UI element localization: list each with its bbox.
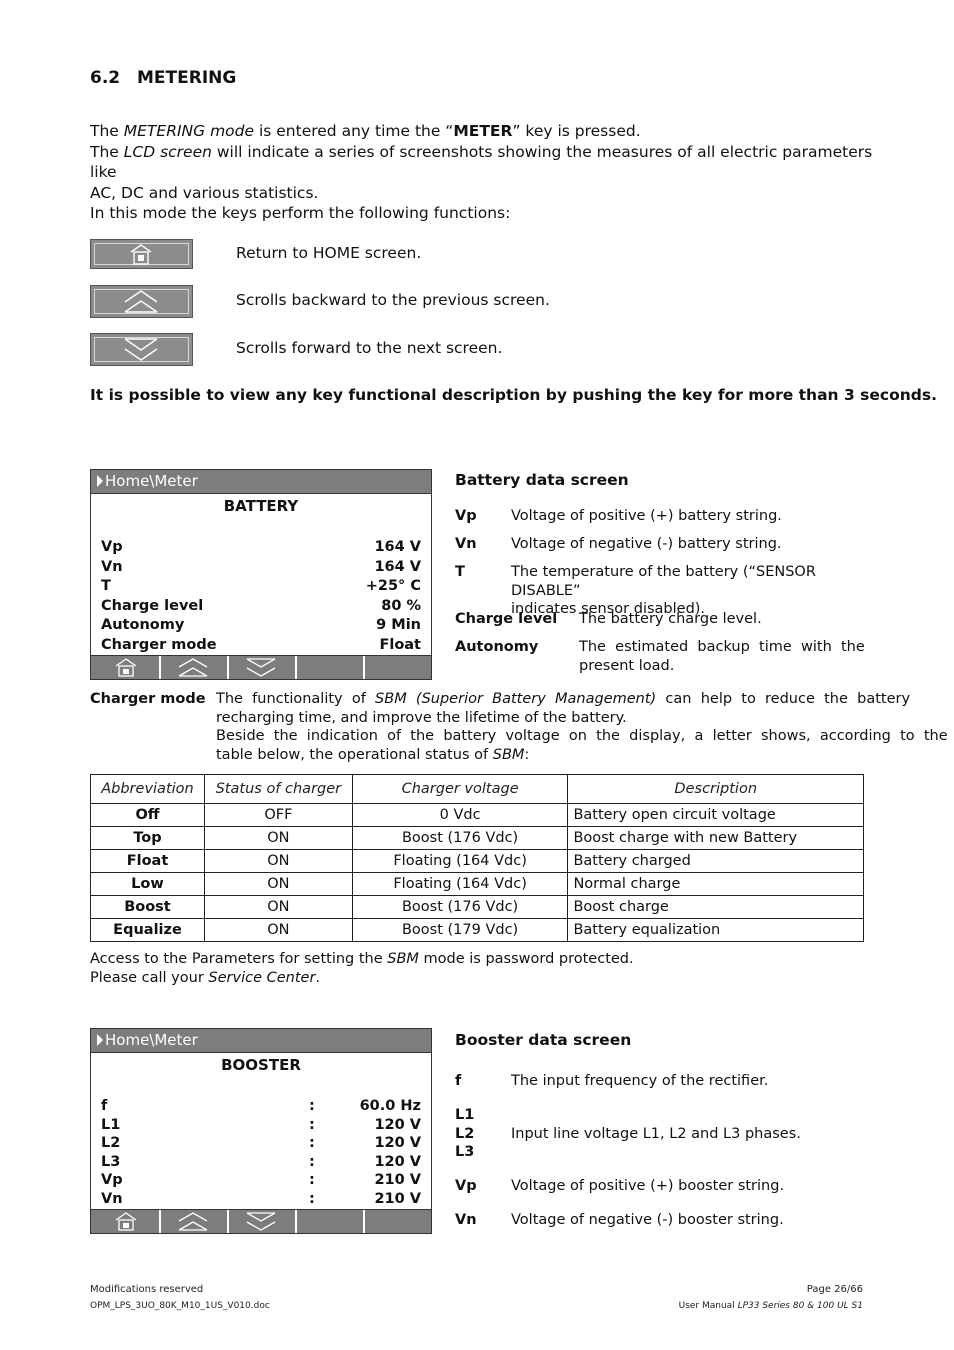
term-desc: The input frequency of the rectifier. xyxy=(511,1073,769,1089)
lcd-row xyxy=(101,1153,421,1172)
column-header: Abbreviation xyxy=(91,775,205,804)
table-row xyxy=(91,804,864,827)
lcd-value: 164 V xyxy=(374,558,421,575)
footer-left-2: OPM_LPS_3UO_80K_M10_1US_V010.doc xyxy=(90,1301,270,1311)
table-cell: ON xyxy=(204,850,352,873)
table-header-row xyxy=(91,775,864,804)
lcd-rows xyxy=(101,538,421,656)
arrow-right-icon xyxy=(97,1034,103,1046)
para-emph: SBM (Superior Battery Management) xyxy=(375,691,657,707)
table-cell: Off xyxy=(91,804,205,827)
term-line: L2 xyxy=(455,1125,475,1142)
para-text: can help to reduce the battery xyxy=(656,691,911,707)
lcd-row xyxy=(101,577,421,597)
table-cell: Boost (179 Vdc) xyxy=(352,919,568,942)
keys-intro: In this mode the keys perform the following functions: xyxy=(90,204,511,222)
term-desc: Voltage of negative (-) battery string. xyxy=(511,536,782,552)
table-cell: ON xyxy=(204,896,352,919)
scroll-down-key-icon xyxy=(90,333,193,366)
lcd-row xyxy=(101,1171,421,1190)
lcd-separator: : xyxy=(309,1135,315,1152)
lcd-breadcrumb: Home\Meter xyxy=(105,472,198,490)
table-cell: Boost xyxy=(91,896,205,919)
lcd-value: 120 V xyxy=(374,1135,421,1152)
lcd-value: 164 V xyxy=(374,539,421,555)
term xyxy=(455,1106,474,1162)
table-row xyxy=(91,850,864,873)
para-text: The functionality of xyxy=(216,691,376,707)
lcd-label: Autonomy xyxy=(101,617,185,634)
charger-mode-desc xyxy=(216,690,948,764)
para-emph: SBM xyxy=(387,951,419,967)
table-cell: Floating (164 Vdc) xyxy=(352,850,568,873)
intro-text: ” key is pressed. xyxy=(512,122,641,140)
term-desc: Voltage of positive (+) battery string. xyxy=(511,508,782,524)
lcd-row xyxy=(101,616,421,636)
scroll-up-icon xyxy=(177,1211,209,1232)
table-cell: Equalize xyxy=(91,919,205,942)
lcd-label: L1 xyxy=(101,1116,121,1133)
term: Vp xyxy=(455,508,477,524)
term: T xyxy=(455,564,465,580)
table-cell: Boost charge xyxy=(568,896,864,919)
term: Vn xyxy=(455,1212,477,1228)
sbm-status-table xyxy=(90,774,864,942)
term-desc: Voltage of positive (+) booster string. xyxy=(511,1178,785,1194)
table-cell: Boost (176 Vdc) xyxy=(352,896,568,919)
term-line: L1 xyxy=(455,1107,475,1123)
section-number: 6.2 xyxy=(90,68,121,88)
lcd-title: BATTERY xyxy=(223,497,299,515)
para-text: : xyxy=(524,746,530,763)
table-cell: OFF xyxy=(204,804,352,827)
intro-emph: LCD screen xyxy=(123,142,212,161)
term: Vp xyxy=(455,1178,477,1194)
lcd-title: BOOSTER xyxy=(221,1056,301,1074)
battery-desc-vn xyxy=(455,535,858,555)
home-icon xyxy=(111,657,141,678)
intro-key-name: METER xyxy=(453,122,513,140)
para-text: . xyxy=(315,969,321,986)
lcd-breadcrumb: Home\Meter xyxy=(105,1031,198,1049)
battery-lcd-screen xyxy=(90,469,432,680)
para-text: table below, the operational status of xyxy=(216,746,493,763)
term-desc xyxy=(579,638,865,675)
lcd-value: 210 V xyxy=(374,1190,421,1207)
para-emph: SBM xyxy=(492,746,525,763)
footer-left-1: Modifications reserved xyxy=(90,1284,204,1295)
lcd-header xyxy=(91,470,431,494)
lcd-value: 60.0 Hz xyxy=(359,1098,421,1114)
table-cell: ON xyxy=(204,873,352,896)
column-header: Status of charger xyxy=(204,775,352,804)
intro-text: The xyxy=(90,142,124,161)
term: Vn xyxy=(455,536,477,552)
lcd-value: 9 Min xyxy=(376,617,421,634)
lcd-key-bar xyxy=(91,655,431,679)
para-text: Please call your xyxy=(90,969,209,986)
para-text: mode is password protected. xyxy=(418,951,634,967)
scroll-up-key-desc: Scrolls backward to the previous screen. xyxy=(236,291,550,309)
lcd-value: 120 V xyxy=(374,1116,421,1133)
table-cell: Floating (164 Vdc) xyxy=(352,873,568,896)
lcd-row xyxy=(101,538,421,558)
lcd-value: 210 V xyxy=(374,1172,421,1189)
table-row xyxy=(91,827,864,850)
table-cell: ON xyxy=(204,827,352,850)
arrow-right-icon xyxy=(97,475,103,487)
scroll-down-icon xyxy=(245,1211,277,1232)
column-header: Description xyxy=(568,775,864,804)
lcd-label: Vp xyxy=(101,1172,123,1189)
booster-desc-vp xyxy=(455,1177,858,1197)
scroll-down-key-desc: Scrolls forward to the next screen. xyxy=(236,339,503,357)
booster-desc-lines xyxy=(455,1106,858,1162)
home-icon xyxy=(111,1211,141,1232)
table-cell: Boost (176 Vdc) xyxy=(352,827,568,850)
term-desc-line: indicates sensor disabled). xyxy=(511,601,706,617)
footer-page-number: Page 26/66 xyxy=(806,1284,863,1295)
lcd-value: 80 % xyxy=(381,597,421,614)
term-line: L3 xyxy=(455,1144,475,1160)
lcd-label: Vn xyxy=(101,1190,123,1207)
lcd-separator: : xyxy=(309,1172,315,1189)
table-cell: Battery equalization xyxy=(568,919,864,942)
scroll-down-icon xyxy=(245,657,277,678)
para-text: recharging time, and improve the lifetime of the battery. xyxy=(216,709,627,726)
table-cell: Boost charge with new Battery xyxy=(568,827,864,850)
scroll-up-key-icon xyxy=(90,285,193,318)
table-row xyxy=(91,919,864,942)
booster-lcd-screen xyxy=(90,1028,432,1234)
lcd-rows xyxy=(101,1097,421,1209)
lcd-label: Charger mode xyxy=(101,636,217,653)
lcd-row xyxy=(101,558,421,578)
lcd-row xyxy=(101,1190,421,1209)
table-row xyxy=(91,873,864,896)
lcd-value: Float xyxy=(379,636,421,653)
term-desc: The battery charge level. xyxy=(579,611,762,627)
lcd-separator: : xyxy=(309,1190,315,1207)
lcd-separator: : xyxy=(309,1098,315,1114)
term: f xyxy=(455,1073,462,1089)
term-desc-line: The estimated backup time with the xyxy=(579,639,865,655)
lcd-key-bar xyxy=(91,1209,431,1233)
intro-emph: METERING mode xyxy=(123,122,255,140)
scroll-up-icon xyxy=(177,657,209,678)
para-text: Access to the Parameters for setting the xyxy=(90,951,388,967)
term-desc: Voltage of negative (-) booster string. xyxy=(511,1212,784,1228)
lcd-value: 120 V xyxy=(374,1153,421,1170)
lcd-row xyxy=(101,636,421,656)
column-header: Charger voltage xyxy=(352,775,568,804)
lcd-row xyxy=(101,1097,421,1116)
booster-desc-f xyxy=(455,1072,858,1092)
table-cell: Low xyxy=(91,873,205,896)
section-title: METERING xyxy=(137,68,237,88)
table-cell: Top xyxy=(91,827,205,850)
table-cell: 0 Vdc xyxy=(352,804,568,827)
intro-paragraph xyxy=(90,121,880,203)
lcd-label: f xyxy=(101,1098,108,1114)
term-desc: Input line voltage L1, L2 and L3 phases. xyxy=(511,1126,801,1142)
booster-desc-title: Booster data screen xyxy=(455,1031,632,1049)
table-row xyxy=(91,896,864,919)
lcd-label: T xyxy=(101,578,111,595)
footer-doc-title xyxy=(679,1301,863,1311)
booster-desc-vn xyxy=(455,1211,858,1231)
table-cell: Battery charged xyxy=(568,850,864,873)
intro-text: is entered any time the “ xyxy=(254,122,454,140)
para-text: Beside the indication of the battery voltage on the display, a letter shows, according to the xyxy=(216,728,948,744)
access-note xyxy=(90,950,634,987)
table-cell: Normal charge xyxy=(568,873,864,896)
lcd-label: Charge level xyxy=(101,597,204,614)
lcd-separator: : xyxy=(309,1153,315,1170)
table-cell: Battery open circuit voltage xyxy=(568,804,864,827)
intro-text: AC, DC and various statistics. xyxy=(90,183,319,202)
term: Autonomy xyxy=(455,639,539,655)
home-key-desc: Return to HOME screen. xyxy=(236,244,422,262)
lcd-row xyxy=(101,1116,421,1135)
term-desc-line: present load. xyxy=(579,657,675,674)
table-cell: ON xyxy=(204,919,352,942)
intro-text: will indicate a series of screenshots showing the measures of all electric parameters like xyxy=(90,142,873,181)
lcd-label: L3 xyxy=(101,1153,121,1170)
battery-desc-vp xyxy=(455,507,858,527)
lcd-value: +25° C xyxy=(365,578,421,595)
charger-mode-term: Charger mode xyxy=(90,691,206,707)
lcd-label: Vn xyxy=(101,558,123,575)
lcd-header xyxy=(91,1029,431,1053)
footer-emph: LP33 Series 80 & 100 UL S1 xyxy=(737,1301,863,1311)
lcd-label: L2 xyxy=(101,1135,121,1152)
lcd-label: Vp xyxy=(101,539,123,555)
key-help-note: It is possible to view any key functional description by pushing the key for more than 3 seconds. xyxy=(90,386,937,404)
lcd-row xyxy=(101,597,421,617)
battery-desc-charge-level xyxy=(455,610,858,630)
term: Charge level xyxy=(455,611,558,627)
footer-text: User Manual xyxy=(678,1301,738,1311)
section-heading xyxy=(90,68,236,88)
battery-desc-t xyxy=(455,563,858,617)
lcd-row xyxy=(101,1134,421,1153)
para-emph: Service Center xyxy=(208,969,316,986)
battery-desc-title: Battery data screen xyxy=(455,471,629,489)
battery-desc-autonomy xyxy=(455,638,865,678)
table-cell: Float xyxy=(91,850,205,873)
lcd-separator: : xyxy=(309,1116,315,1133)
intro-text: The xyxy=(90,122,124,140)
home-key-icon xyxy=(90,239,193,269)
term-desc-line: The temperature of the battery (“SENSOR DISABLE” xyxy=(511,564,816,599)
